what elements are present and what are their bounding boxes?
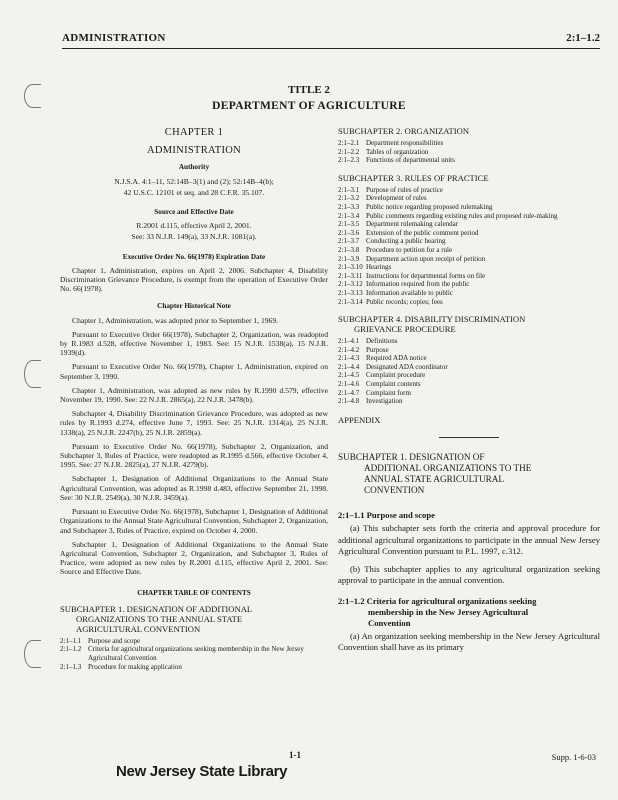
toc-entry (338, 298, 600, 307)
toc-entry (338, 203, 600, 212)
toc-entry-title: Public notice regarding proposed rulemaking (366, 202, 493, 211)
history-note: Chapter 1, Administration, was adopted prior to September 1, 1969. (72, 315, 279, 325)
toc-entry-title: Complaint contents (366, 380, 421, 389)
header-right: 2:1–1.2 (566, 32, 600, 44)
history-heading: Chapter Historical Note (157, 302, 231, 311)
toc-entry-number: 2:1–2.3 (338, 156, 360, 165)
toc-entry (60, 637, 328, 646)
toc-entry (338, 337, 600, 346)
toc-entry-number: 2:1–4.6 (338, 380, 360, 389)
toc-entry-number: 2:1–1.3 (60, 662, 82, 671)
toc-entry (338, 272, 600, 281)
toc-entry (338, 346, 600, 355)
sec2-heading-line-3: Convention (368, 617, 411, 628)
toc-entry-number: 2:1–3.9 (338, 254, 360, 263)
history-note: Pursuant to Executive Order No. 66(1978), Subchapter 2, Organization, and Subchapter 3, Rules of Practice, were readopted as R.1995 d.566, effective October 4, 1995. See: 27 N.J.R. 2825(a), 27 N.J.R. 4279(b). (60, 441, 328, 470)
toc-entry (338, 237, 600, 246)
toc-entry-title: Procedure to petition for a rule (366, 245, 453, 254)
sub1-line-4: CONVENTION (364, 484, 425, 495)
toc-entry (338, 246, 600, 255)
section-divider (439, 437, 499, 438)
toc-entry-number: 2:1–3.8 (338, 245, 360, 254)
toc-entry-title: Extension of the public comment period (366, 228, 479, 237)
toc-sub1-line-3: AGRICULTURAL CONVENTION (76, 623, 201, 634)
toc-entry-number: 2:1–3.2 (338, 194, 360, 203)
toc-entry (338, 220, 600, 229)
left-column (60, 128, 328, 671)
toc-entry-number: 2:1–3.4 (338, 211, 360, 220)
punch-hole-mark (24, 360, 41, 388)
toc-entry (338, 156, 600, 165)
toc-entry-number: 2:1–3.7 (338, 237, 360, 246)
sec2-heading-line-1: 2:1–1.2 Criteria for agricultural organizations seeking (338, 596, 537, 607)
history-note: Pursuant to Executive Order No. 66(1978), Subchapter 1, Designation of Additional Organizations to the Annual State Agricultural Convention, Subchapter 2, Organization, and Subchapter 3, Rules of Practice, expired on October 4, 2000. (60, 507, 328, 535)
toc-entry-title: Functions of departmental units (366, 156, 455, 165)
department-heading: DEPARTMENT OF AGRICULTURE (212, 100, 406, 112)
toc-entry-title: Complaint form (366, 388, 411, 397)
punch-hole-mark (24, 640, 41, 668)
toc-entry (338, 255, 600, 264)
title-heading: TITLE 2 (288, 84, 330, 96)
subchapter-1-heading (338, 452, 600, 496)
toc-entry-title: Public comments regarding existing rules and proposed rule-making (366, 211, 558, 220)
toc-entry-number: 2:1–1.1 (60, 636, 82, 645)
toc-entry-number: 2:1–3.1 (338, 185, 360, 194)
authority-heading: Authority (178, 163, 210, 172)
toc-entry-title: Definitions (366, 337, 398, 346)
toc-entry-title: Department action upon receipt of petition (366, 254, 486, 263)
toc-entry-title: Public records; copies; fees (366, 297, 443, 306)
toc-entry (338, 280, 600, 289)
toc-entry-number: 2:1–3.13 (338, 288, 363, 297)
toc-entry-title: Designated ADA coordinator (366, 362, 448, 371)
source-line-2: See: 33 N.J.R. 149(a), 33 N.J.R. 1081(a). (131, 232, 257, 242)
toc-sub1-line-1: SUBCHAPTER 1. DESIGNATION OF ADDITIONAL (60, 603, 253, 614)
toc-appendix: APPENDIX (338, 414, 381, 425)
section-2-1-1-b: (b) This subchapter applies to any agricultural organization seeking approval to participate in the annual convention. (338, 564, 600, 586)
toc-entry-number: 2:1–4.4 (338, 362, 360, 371)
sub1-line-3: ANNUAL STATE AGRICULTURAL (364, 473, 504, 484)
toc-entry-number: 2:1–4.8 (338, 397, 360, 406)
toc-subchapter-4-heading (338, 314, 600, 334)
toc-entry-title: Department responsibilities (366, 139, 444, 147)
toc-sub4-line-1: SUBCHAPTER 4. DISABILITY DISCRIMINATION (338, 314, 526, 325)
toc-entry-number: 2:1–4.5 (338, 371, 360, 380)
toc-entry (338, 229, 600, 238)
toc-entry-title: Instructions for departmental forms on file (366, 271, 486, 280)
toc-entry-number: 2:1–1.2 (60, 645, 82, 654)
toc-entry-number: 2:1–3.11 (338, 271, 363, 280)
toc-entry (338, 212, 600, 221)
toc-entry (338, 363, 600, 372)
header-left: ADMINISTRATION (62, 32, 166, 44)
history-note: Subchapter 4, Disability Discrimination Grievance Procedure, was adopted as new rules by R.1993 d.274, effective June 7, 1993. See: 25 N.J.R. 1314(a), 25 N.J.R. 1338(a), 25 N.J.R. 2247(b), 25 N.J.R. 2859(a). (60, 409, 328, 437)
toc-entry (60, 645, 328, 662)
toc-entry-title: Investigation (366, 397, 403, 406)
section-2-1-1-heading: 2:1–1.1 Purpose and scope (338, 509, 435, 520)
toc-entry-title: Information required from the public (366, 280, 470, 289)
library-stamp: New Jersey State Library (116, 763, 288, 780)
toc-entry-title: Complaint procedure (366, 371, 426, 380)
toc-entry-number: 2:1–4.1 (338, 337, 360, 346)
toc-entry-title: Purpose of rules of practice (366, 185, 443, 194)
toc-entry-number: 2:1–3.12 (338, 280, 363, 289)
toc-entry-title: Procedure for making application (88, 662, 182, 671)
toc-entry-title: Required ADA notice (366, 354, 427, 363)
source-line-1: R.2001 d.115, effective April 2, 2001. (136, 221, 252, 231)
toc-entry-title: Conducting a public hearing (366, 237, 446, 246)
toc-entry-number: 2:1–2.2 (338, 147, 360, 156)
running-header (62, 30, 600, 49)
toc-entry-title: Department rulemaking calendar (366, 220, 459, 229)
toc-entry-number: 2:1–4.2 (338, 345, 360, 354)
toc-entry (338, 139, 600, 148)
toc-subchapter-1-heading (60, 604, 328, 634)
eo-heading: Executive Order No. 66(1978) Expiration Date (122, 252, 266, 261)
history-note: Pursuant to Executive Order No. 66(1978), Chapter 1, Administration, expired on September 3, 1990. (60, 362, 328, 381)
toc-sub4-line-2: GRIEVANCE PROCEDURE (354, 324, 456, 335)
toc-entry-number: 2:1–3.10 (338, 263, 363, 272)
section-2-1-2-heading (338, 596, 600, 628)
sub1-line-2: ADDITIONAL ORGANIZATIONS TO THE (364, 462, 532, 473)
toc-entry-title: Hearings (366, 263, 392, 272)
toc-entry-title: Purpose (366, 345, 389, 354)
toc-subchapter-2-heading: SUBCHAPTER 2. ORGANIZATION (338, 126, 470, 136)
toc-entry (338, 389, 600, 398)
history-note: Chapter 1, Administration, was adopted as new rules by R.1990 d.579, effective November 19, 1990. See: 22 N.J.R. 2865(a), 22 N.J.R. 3478(b). (60, 385, 328, 405)
toc-entry-title: Tables of organization (366, 147, 429, 156)
toc-entry (338, 263, 600, 272)
page-number: 1-1 (289, 750, 301, 760)
toc-entry-number: 2:1–3.3 (338, 202, 360, 211)
toc-entry (338, 371, 600, 380)
supplement-date: Supp. 1-6-03 (551, 752, 596, 762)
toc-entry (338, 354, 600, 363)
toc-entry-title: Development of rules (366, 194, 427, 203)
toc-entry (338, 397, 600, 406)
eo-text: Chapter 1, Administration, expires on April 2, 2006. Subchapter 4, Disability Discrimination Grievance Procedure, is exempt from the operation of Executive Order No. 66(1978). (60, 265, 328, 294)
toc-sub1-line-2: ORGANIZATIONS TO THE ANNUAL STATE (76, 613, 243, 624)
punch-hole-mark (24, 84, 41, 108)
source-heading: Source and Effective Date (154, 208, 234, 217)
chapter-name: ADMINISTRATION (146, 145, 242, 157)
toc-entry (338, 186, 600, 195)
toc-entry-number: 2:1–3.14 (338, 297, 363, 306)
section-2-1-2-a: (a) An organization seeking membership in the New Jersey Agricultural Convention shall have as its primary (338, 631, 600, 653)
authority-line-1: N.J.S.A. 4:1–11, 52:14B–3(1) and (2); 52:14B–4(b); (114, 176, 274, 186)
toc-entry-title: Criteria for agricultural organizations seeking membership in the New Jersey Agricultural Convention (88, 645, 304, 662)
toc-entry-title: Information available to public (366, 288, 453, 297)
right-column (338, 126, 600, 661)
toc-entry-title: Purpose and scope (88, 636, 141, 645)
toc-entry (338, 148, 600, 157)
sec2-heading-line-2: membership in the New Jersey Agricultural (368, 607, 529, 618)
toc-entry (338, 380, 600, 389)
history-note: Subchapter 1, Designation of Additional Organizations to the Annual State Agricultural Convention, Subchapter 2, Organization, and Subchapter 3, Rules of Practice, were adopted as new rules by R.2001 d.115, effective April 2, 2001. See: Source and Effective Date. (60, 539, 328, 577)
toc-entry (338, 289, 600, 298)
toc-subchapter-3-heading: SUBCHAPTER 3. RULES OF PRACTICE (338, 172, 489, 183)
sub1-line-1: SUBCHAPTER 1. DESIGNATION OF (338, 451, 485, 462)
toc-entry-number: 2:1–4.3 (338, 354, 360, 363)
toc-entry-number: 2:1–3.5 (338, 220, 360, 229)
toc-entry-number: 2:1–3.6 (338, 228, 360, 237)
history-note: Pursuant to Executive Order 66(1978), Subchapter 2, Organization, was readopted by R.1983 d.528, effective November 1, 1983. See: 15 N.J.R. 1538(a), 15 N.J.R. 1939(d). (60, 329, 328, 358)
toc-entry (60, 663, 328, 672)
toc-entry-number: 2:1–4.7 (338, 388, 360, 397)
section-2-1-1-a: (a) This subchapter sets forth the criteria and approval procedure for additional agricultural organizations to participate in the annual New Jersey Agricultural Convention pursuant to P.L. 1997, c.312. (338, 523, 600, 556)
chapter-number: CHAPTER 1 (164, 127, 224, 138)
toc-entry-number: 2:1–2.1 (338, 139, 360, 147)
history-note: Subchapter 1, Designation of Additional Organizations to the Annual State Agricultural Convention, was adopted as R.1998 d.483, effective September 21, 1998. See: 30 N.J.R. 2549(a), 30 N.J.R. 3459(a). (60, 474, 328, 502)
toc-entry (338, 194, 600, 203)
authority-line-2: 42 U.S.C. 12101 et seq. and 28 C.F.R. 35.107. (123, 187, 265, 197)
toc-heading: CHAPTER TABLE OF CONTENTS (137, 588, 251, 597)
